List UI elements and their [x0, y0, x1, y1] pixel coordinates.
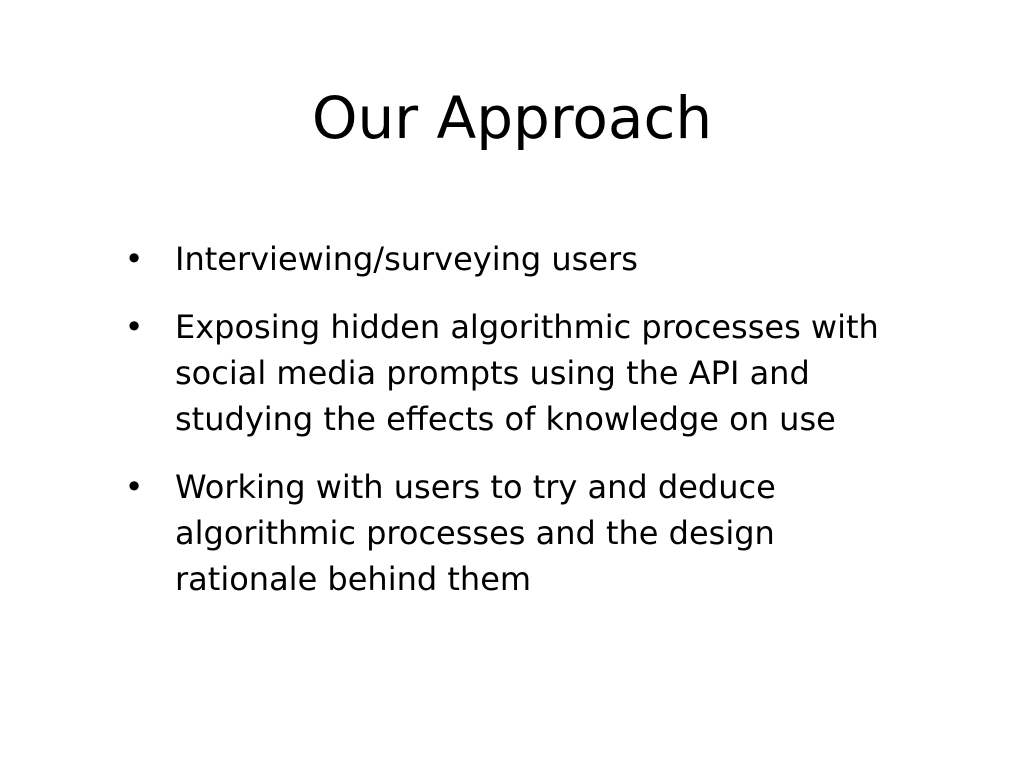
bullet-text: Exposing hidden algorithmic processes with social media prompts using the API and studying the effects of knowledge on use	[175, 308, 879, 438]
slide-title: Our Approach	[311, 84, 713, 152]
bullet-dot-icon: •	[124, 240, 144, 278]
bullet-item-working-with-users	[124, 464, 924, 602]
bullet-item-exposing-processes	[124, 304, 924, 442]
bullet-text: Working with users to try and deduce algorithmic processes and the design rationale behind them	[175, 468, 776, 598]
bullet-list	[124, 236, 924, 624]
bullet-item-interviewing	[124, 236, 924, 282]
bullet-dot-icon: •	[124, 468, 144, 506]
bullet-dot-icon: •	[124, 308, 144, 346]
bullet-text: Interviewing/surveying users	[175, 240, 638, 278]
